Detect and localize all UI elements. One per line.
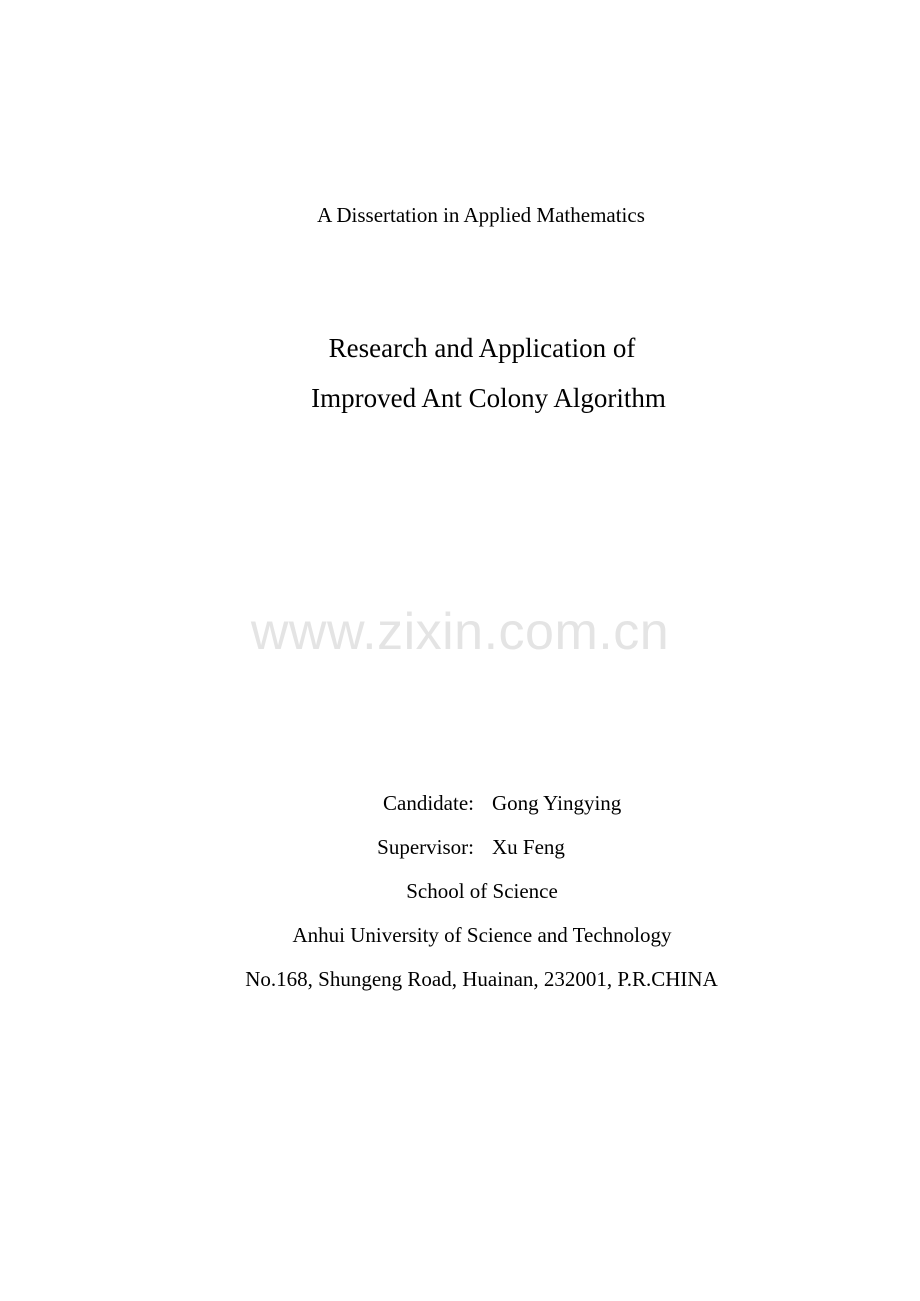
school-name: School of Science: [406, 879, 558, 903]
title-line-1: Research and Application of: [328, 333, 636, 363]
candidate-name: Gong Yingying: [492, 791, 622, 815]
candidate-label: Candidate:: [383, 791, 474, 815]
supervisor-name: Xu Feng: [492, 835, 565, 859]
title-line-2: Improved Ant Colony Algorithm: [311, 383, 666, 413]
watermark: www.zixin.com.cn: [250, 603, 670, 661]
dissertation-subtitle: A Dissertation in Applied Mathematics: [317, 203, 645, 227]
university-address: No.168, Shungeng Road, Huainan, 232001, P.R.CHINA: [245, 967, 718, 991]
university-name: Anhui University of Science and Technology: [292, 923, 672, 947]
supervisor-label: Supervisor:: [377, 835, 474, 859]
